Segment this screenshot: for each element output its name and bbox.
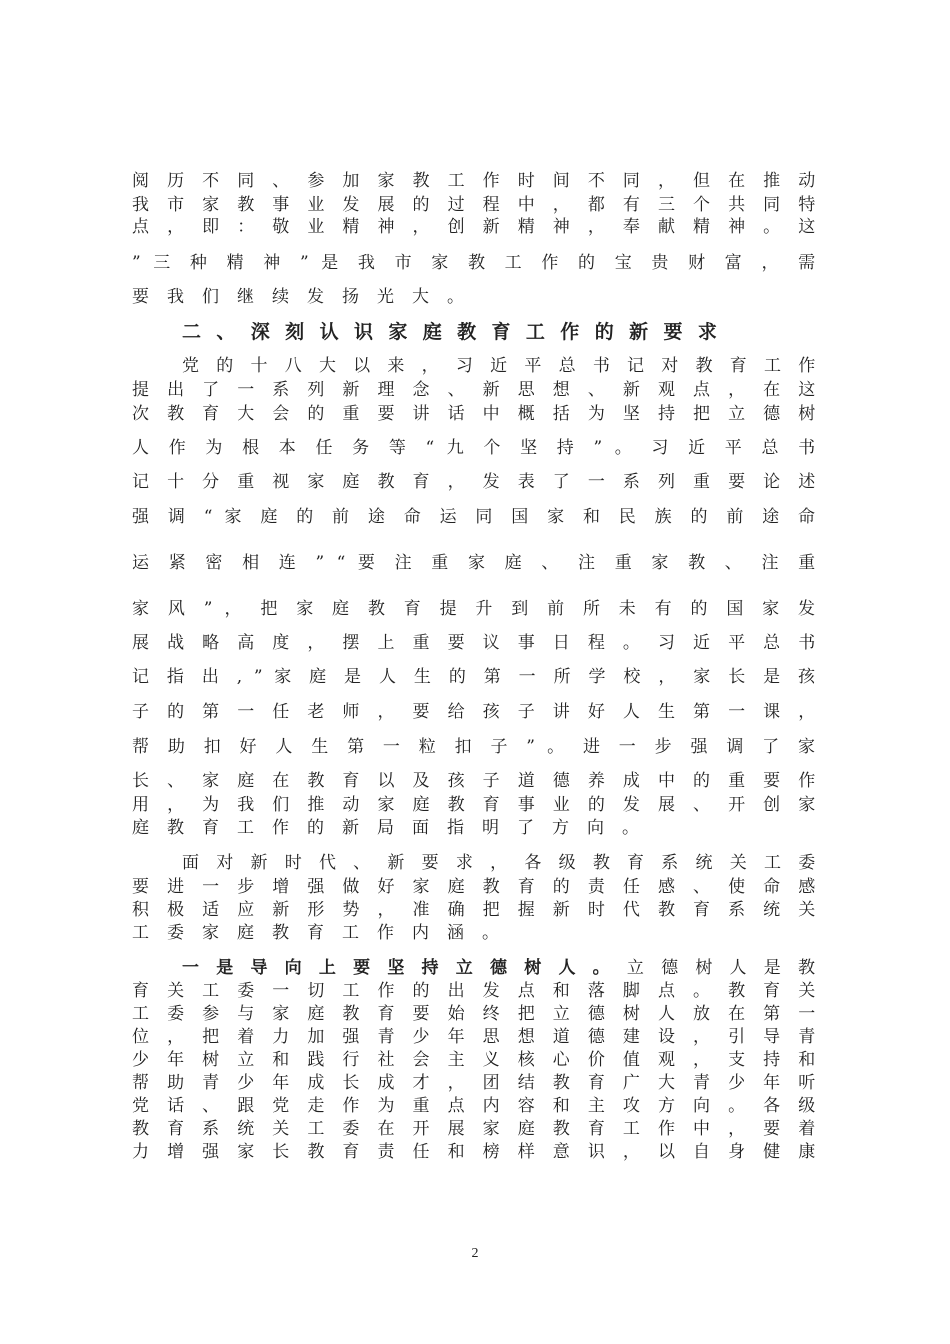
text-line: 子 的 第 一 任 老 师 ， 要 给 孩 子 讲 好 人 生 第 一 课 ， — [132, 702, 816, 722]
text-line: 记 指 出 , ” 家 庭 是 人 生 的 第 一 所 学 校 ， 家 长 是 孩 — [132, 667, 816, 687]
text-line: 长 、 家 庭 在 教 育 以 及 孩 子 道 德 养 成 中 的 重 要 作 — [132, 771, 816, 791]
text-line: 帮 助 扣 好 人 生 第 一 粒 扣 子 ” 。 进 一 步 强 调 了 家 — [132, 737, 816, 757]
text-line: 人 作 为 根 本 任 务 等 “ 九 个 坚 持 ” 。 习 近 平 总 书 — [132, 438, 816, 458]
text-line: 用 ， 为 我 们 推 动 家 庭 教 育 事 业 的 发 展 、 开 创 家 — [132, 795, 816, 815]
text-line: 积 极 适 应 新 形 势 ， 准 确 把 握 新 时 代 教 育 系 统 关 — [132, 900, 816, 920]
text-line: 力 增 强 家 长 教 育 责 任 和 榜 样 意 识 ， 以 自 身 健 康 — [132, 1142, 816, 1162]
page-number: 2 — [471, 1246, 479, 1261]
text-line: 家 风 ” ， 把 家 庭 教 育 提 升 到 前 所 未 有 的 国 家 发 — [132, 599, 816, 619]
text-line: 党 的 十 八 大 以 来 ， 习 近 平 总 书 记 对 教 育 工 作 — [182, 356, 816, 376]
text-line: 我 市 家 教 事 业 发 展 的 过 程 中 ， 都 有 三 个 共 同 特 — [132, 195, 816, 215]
lead-rest: 立德树人是教 — [626, 958, 816, 978]
text-line: 工 委 参 与 家 庭 教 育 要 始 终 把 立 德 树 人 放 在 第 一 — [132, 1004, 816, 1024]
text-line: 记 十 分 重 视 家 庭 教 育 ， 发 表 了 一 系 列 重 要 论 述 — [132, 472, 816, 492]
text-line: 少 年 树 立 和 践 行 社 会 主 义 核 心 价 值 观 ， 支 持 和 — [132, 1050, 816, 1070]
text-line — [182, 957, 815, 979]
text-line: 帮 助 青 少 年 成 长 成 才 ， 团 结 教 育 广 大 青 少 年 听 — [132, 1073, 816, 1093]
text-line: 庭教育工作的新局面指明了方向。 — [132, 818, 657, 838]
text-line: ” 三 种 精 神 ” 是 我 市 家 教 工 作 的 宝 贵 财 富 ， 需 — [132, 253, 816, 273]
text-line: 展 战 略 高 度 ， 摆 上 重 要 议 事 日 程 。 习 近 平 总 书 — [132, 633, 816, 653]
text-line: 要 进 一 步 增 强 做 好 家 庭 教 育 的 责 任 感 、 使 命 感 — [132, 877, 816, 897]
text-line: 次 教 育 大 会 的 重 要 讲 话 中 概 括 为 坚 持 把 立 德 树 — [132, 404, 816, 424]
text-line: 工委家庭教育工作内涵。 — [132, 923, 517, 943]
bold-lead: 一是导向上要坚持立德树人。 — [182, 958, 627, 978]
text-line: 教 育 系 统 关 工 委 在 开 展 家 庭 教 育 工 作 中 ， 要 着 — [132, 1119, 816, 1139]
text-line: 点 ， 即 ： 敬 业 精 神 ， 创 新 精 神 ， 奉 献 精 神 。 这 — [132, 217, 816, 237]
text-line: 提 出 了 一 系 列 新 理 念 、 新 思 想 、 新 观 点 ， 在 这 — [132, 380, 816, 400]
text-line: 育 关 工 委 一 切 工 作 的 出 发 点 和 落 脚 点 。 教 育 关 — [132, 981, 816, 1001]
text-line: 面 对 新 时 代 、 新 要 求 ， 各 级 教 育 系 统 关 工 委 — [182, 853, 816, 873]
text-line: 强 调 “ 家 庭 的 前 途 命 运 同 国 家 和 民 族 的 前 途 命 — [132, 507, 816, 527]
text-line: 阅 历 不 同 、 参 加 家 教 工 作 时 间 不 同 ， 但 在 推 动 — [132, 171, 816, 191]
text-line: 党 话 、 跟 党 走 作 为 重 点 内 容 和 主 攻 方 向 。 各 级 — [132, 1096, 816, 1116]
text-line: 要我们继续发扬光大。 — [132, 287, 482, 307]
text-line: 位 ， 把 着 力 加 强 青 少 年 思 想 道 德 建 设 ， 引 导 青 — [132, 1027, 816, 1047]
text-line: 运 紧 密 相 连 ” “ 要 注 重 家 庭 、 注 重 家 教 、 注 重 — [132, 553, 816, 573]
section-heading: 二 、 深 刻 认 识 家 庭 教 育 工 作 的 新 要 求 — [182, 321, 717, 343]
